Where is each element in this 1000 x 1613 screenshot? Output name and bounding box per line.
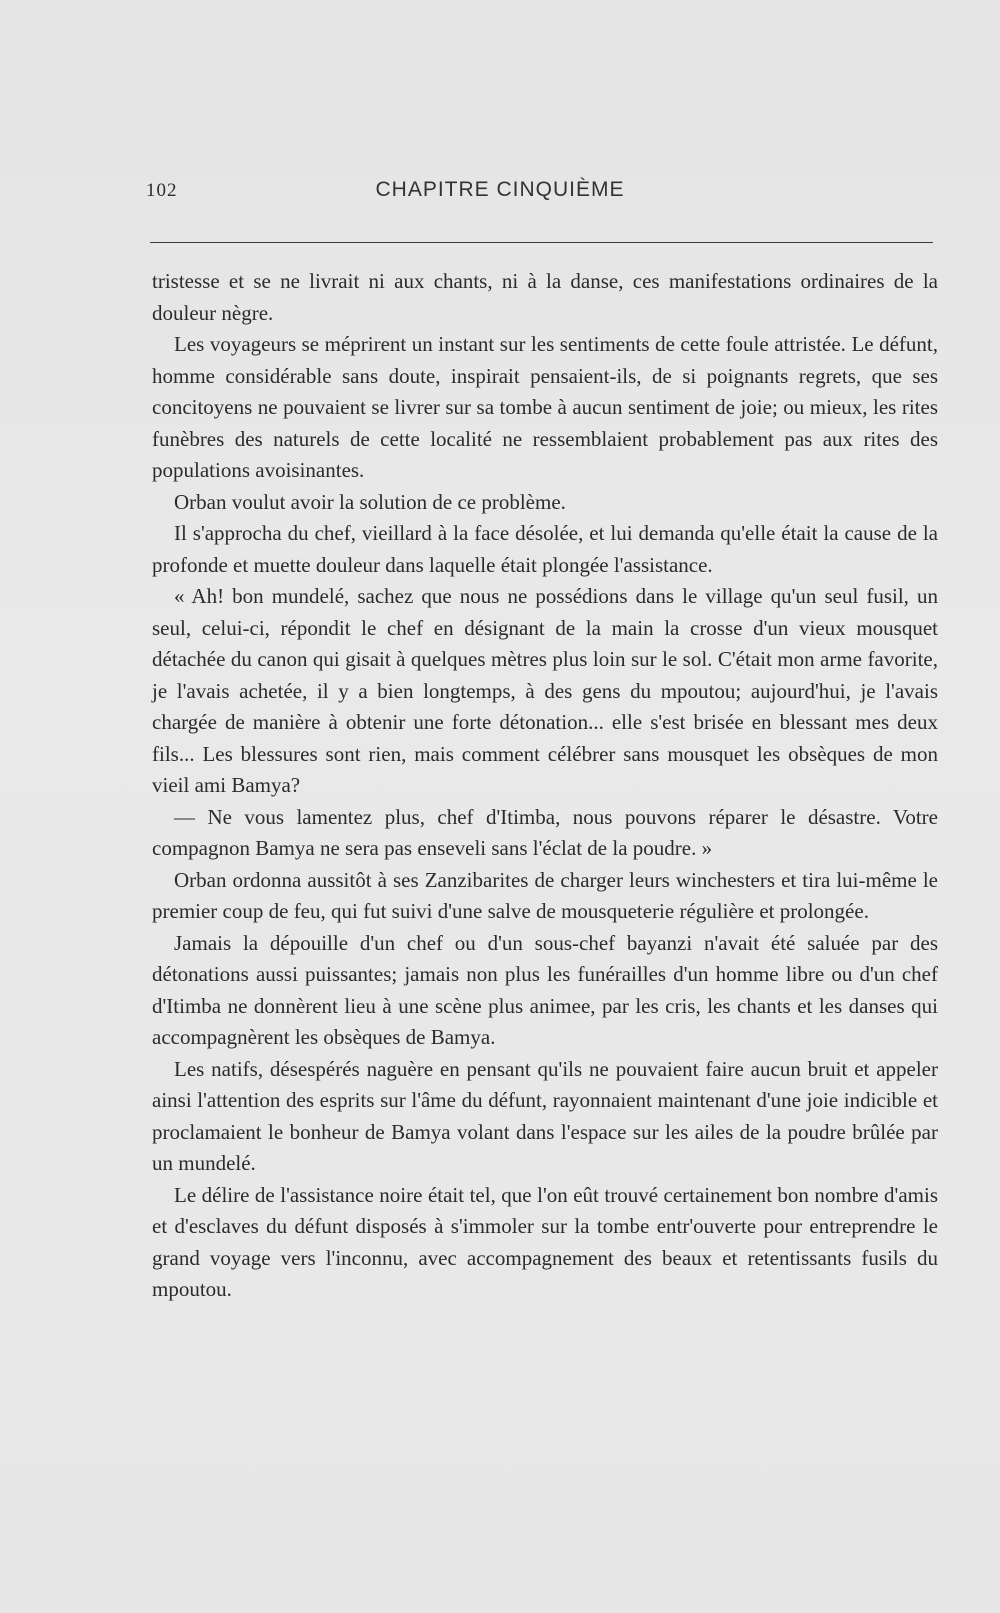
paragraph-3: Orban voulut avoir la solution de ce problème. bbox=[174, 489, 566, 514]
paragraph-8: Jamais la dépouille d'un chef ou d'un sous-chef bayanzi n'avait été saluée par des détonations aussi puissantes; jamais non plus les funérailles d'un homme libre ou d'un chef d'Itimba ne donnèrent lieu à une scène plus animee, par les cris, les chants et les danses qui accompagnèrent les obsèques de Bamya. bbox=[152, 930, 938, 1049]
paragraph-1: tristesse et se ne livrait ni aux chants, ni à la danse, ces manifestations ordinaires de la douleur nègre. bbox=[152, 269, 938, 325]
body-text bbox=[152, 266, 938, 1306]
page-number: 102 bbox=[146, 180, 178, 201]
running-head: CHAPITRE CINQUIÈME bbox=[375, 178, 625, 201]
header-rule bbox=[150, 242, 933, 243]
paragraph-4: Il s'approcha du chef, vieillard à la face désolée, et lui demanda qu'elle était la cause de la profonde et muette douleur dans laquelle était plongée l'assistance. bbox=[152, 521, 938, 577]
paragraph-9: Les natifs, désespérés naguère en pensant qu'ils ne pouvaient faire aucun bruit et appeler ainsi l'attention des esprits sur l'âme du défunt, rayonnaient maintenant d'une joie indicible et proclamaient le bonheur de Bamya volant dans l'espace sur les ailes de la poudre brûlée par un mundelé. bbox=[152, 1056, 938, 1175]
paragraph-10: Le délire de l'assistance noire était tel, que l'on eût trouvé certainement bon nombre d'amis et d'esclaves du défunt disposés à s'immoler sur la tombe entr'ouverte pour entreprendre le grand voyage vers l'inconnu, avec accompagnement des beaux et retentissants fusils du mpoutou. bbox=[152, 1182, 938, 1301]
paragraph-5: « Ah! bon mundelé, sachez que nous ne possédions dans le village qu'un seul fusil, un seul, celui-ci, répondit le chef en désignant de la main la crosse d'un vieux mousquet détachée du canon qui gisait à quelques mètres plus loin sur le sol. C'était mon arme favorite, je l'avais achetée, il y a bien longtemps, à des gens du mpoutou; aujourd'hui, je l'avais chargée de manière à obtenir une forte détonation... elle s'est brisée en blessant mes deux fils... Les blessures sont rien, mais comment célébrer sans mousquet les obsèques de mon vieil ami Bamya? bbox=[152, 584, 938, 797]
paragraph-2: Les voyageurs se méprirent un instant sur les sentiments de cette foule attristée. Le défunt, homme considérable sans doute, inspirait pensaient-ils, de si poignants regrets, que ses concitoyens ne pouvaient se livrer sur sa tombe à aucun sentiment de joie; ou mieux, les rites funèbres des naturels de cette localité ne ressemblaient probablement pas aux rites des populations avoisinantes. bbox=[152, 332, 938, 482]
paragraph-6: — Ne vous lamentez plus, chef d'Itimba, nous pouvons réparer le désastre. Votre compagnon Bamya ne sera pas enseveli sans l'éclat de la poudre. » bbox=[152, 804, 938, 860]
paragraph-7: Orban ordonna aussitôt à ses Zanzibarites de charger leurs winchesters et tira lui-même le premier coup de feu, qui fut suivi d'une salve de mousqueterie régulière et prolongée. bbox=[152, 867, 938, 923]
